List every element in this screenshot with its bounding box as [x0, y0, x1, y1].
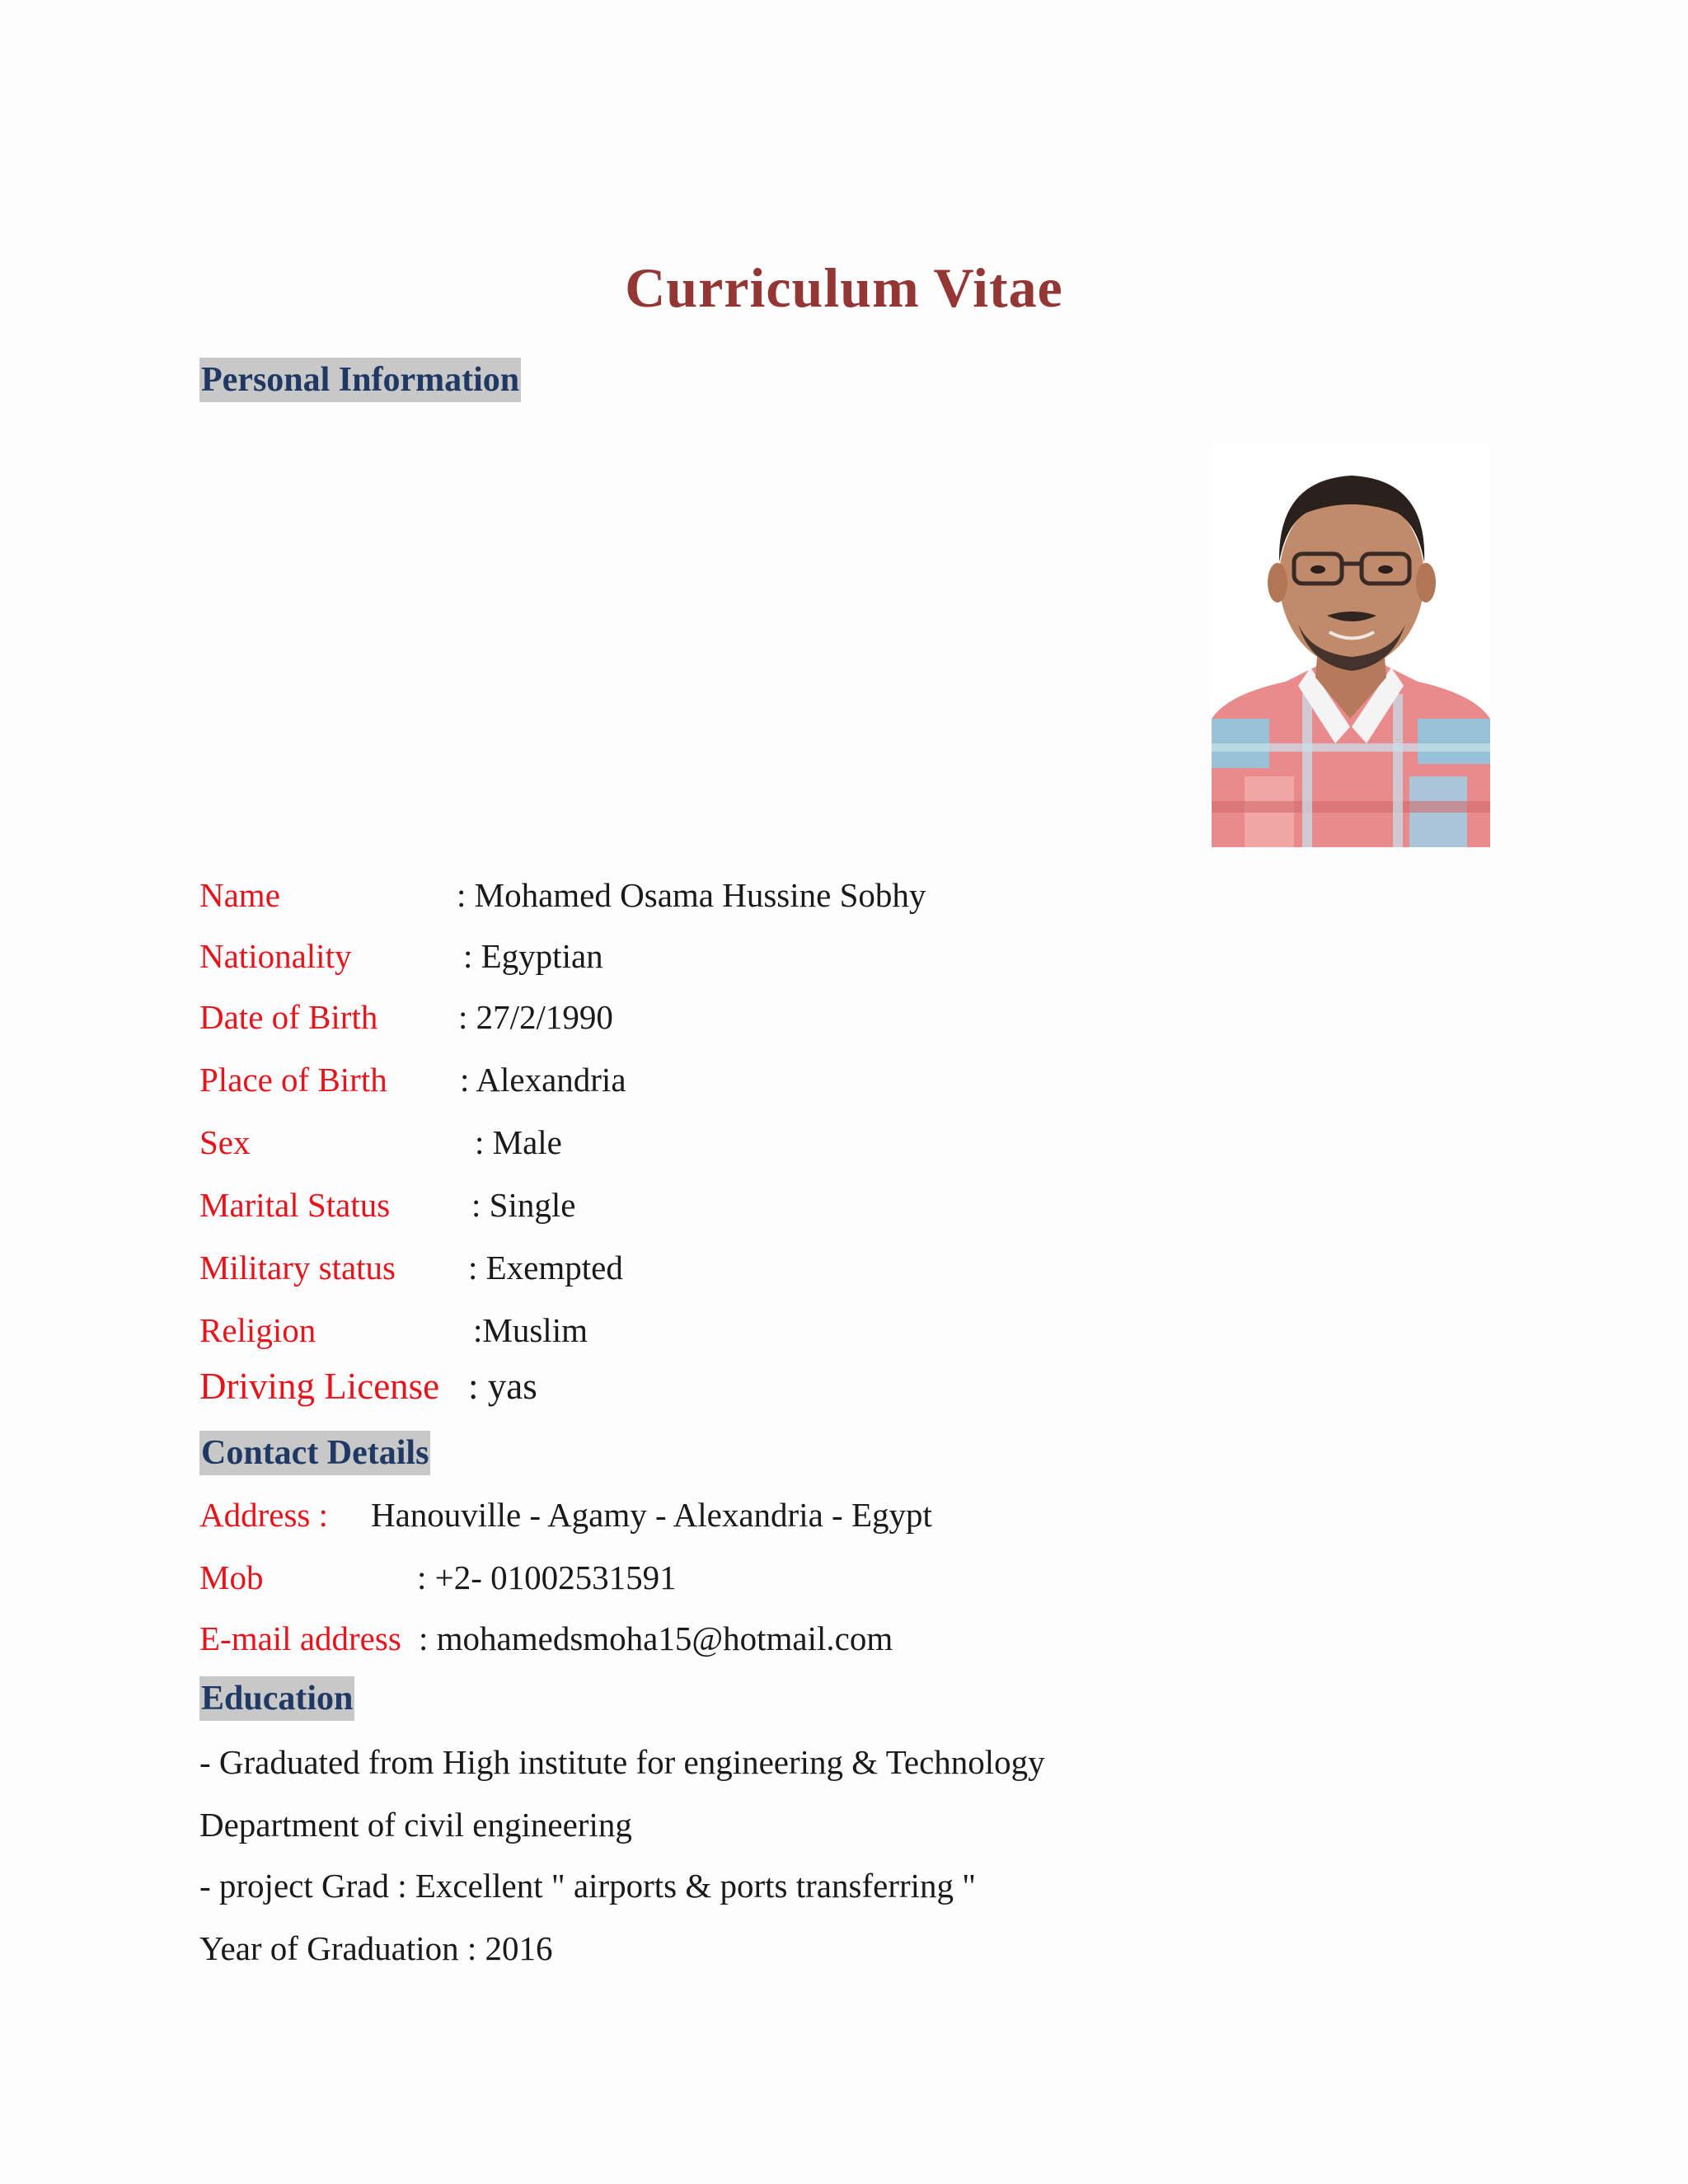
place-of-birth-label: Place of Birth: [199, 1061, 387, 1099]
driving-license-row: [199, 1365, 537, 1408]
nationality-label: Nationality: [199, 937, 352, 975]
nationality-row: [199, 935, 603, 977]
profile-photo: [1212, 447, 1490, 847]
education-line: Year of Graduation : 2016: [199, 1929, 553, 1967]
date-of-birth-value: : 27/2/1990: [458, 998, 613, 1036]
sex-row: [199, 1121, 562, 1164]
military-status-value: : Exempted: [468, 1249, 623, 1286]
email-label: E-mail address: [199, 1619, 401, 1657]
driving-license-value: : yas: [468, 1366, 537, 1407]
place-of-birth-value: : Alexandria: [460, 1061, 626, 1099]
contact-details-heading: Contact Details: [199, 1431, 430, 1475]
mobile-value: : +2- 01002531591: [417, 1558, 677, 1596]
marital-status-row: [199, 1183, 576, 1226]
nationality-value: : Egyptian: [463, 937, 603, 975]
name-label: Name: [199, 876, 280, 914]
email-value: : mohamedsmoha15@hotmail.com: [419, 1619, 893, 1657]
military-status-row: [199, 1246, 623, 1289]
education-line: - Graduated from High institute for engineering & Technology: [199, 1743, 1045, 1781]
place-of-birth-row: [199, 1058, 626, 1101]
sex-label: Sex: [199, 1123, 251, 1161]
address-row: [199, 1493, 932, 1536]
mobile-label: Mob: [199, 1558, 264, 1596]
education-line: Department of civil engineering: [199, 1806, 632, 1844]
name-row: [199, 874, 926, 916]
name-value: : Mohamed Osama Hussine Sobhy: [457, 876, 926, 914]
personal-information-heading: Personal Information: [199, 358, 521, 402]
education-line: - project Grad : Excellent " airports & ports transferring ": [199, 1867, 976, 1905]
education-heading: Education: [199, 1676, 354, 1721]
address-value: Hanouville - Agamy - Alexandria - Egypt: [371, 1496, 932, 1534]
sex-value: : Male: [475, 1123, 562, 1161]
email-row: [199, 1617, 893, 1660]
cv-title: Curriculum Vitae: [625, 256, 1063, 319]
religion-value: :Muslim: [473, 1311, 588, 1349]
mobile-row: [199, 1556, 677, 1599]
marital-status-value: : Single: [471, 1186, 576, 1224]
date-of-birth-row: [199, 996, 613, 1038]
address-label: Address :: [199, 1496, 329, 1534]
marital-status-label: Marital Status: [199, 1186, 391, 1224]
date-of-birth-label: Date of Birth: [199, 998, 378, 1036]
military-status-label: Military status: [199, 1249, 396, 1286]
driving-license-label: Driving License: [199, 1366, 440, 1407]
religion-row: [199, 1309, 588, 1352]
religion-label: Religion: [199, 1311, 316, 1349]
